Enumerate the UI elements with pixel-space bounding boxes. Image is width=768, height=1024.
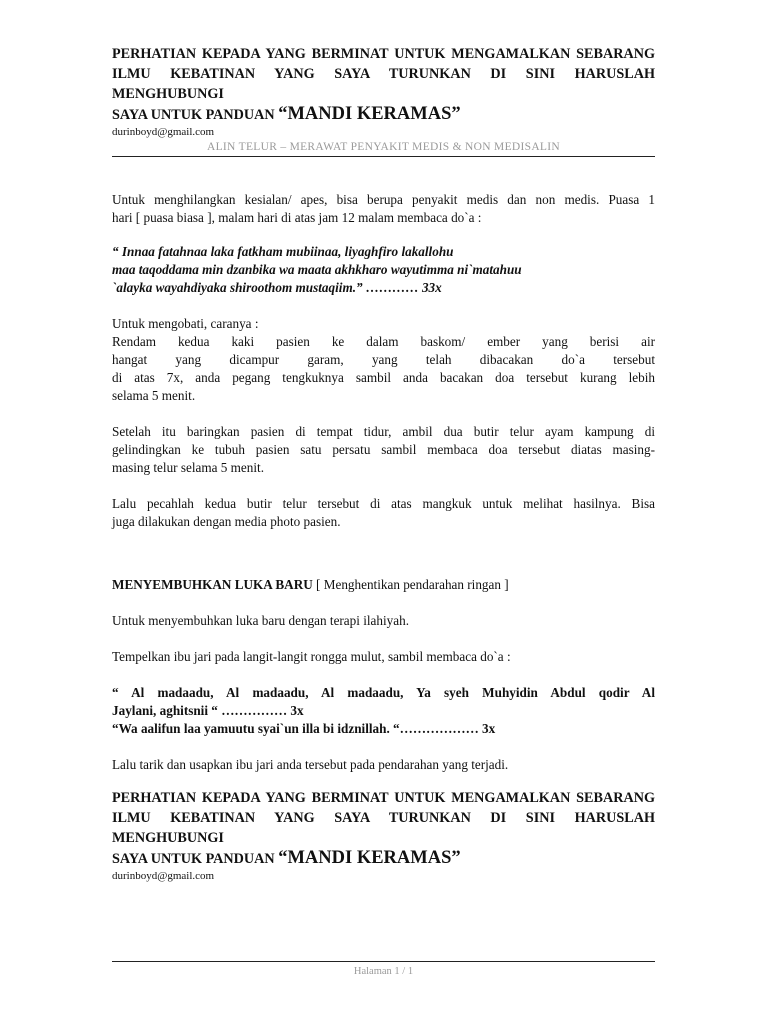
intro-line-1: Untuk menghilangkan kesialan/ apes, bisa berupa penyakit medis dan non medis. Puasa 1 [112, 192, 655, 207]
notice-bottom-email: durinboyd@gmail.com [112, 870, 215, 882]
doa-2-line-3: “Wa aalifun laa yamuutu syai`un illa bi idznillah. “……………… 3x [112, 721, 496, 736]
treatment-line-3: di atas 7x, anda pegang tengkuknya sambil anda bacakan doa tersebut kurang lebih [112, 370, 655, 385]
treatment-line-1: Rendam kedua kaki pasien ke dalam baskom/ ember yang berisi air [112, 334, 655, 349]
luka-paragraph-3: Lalu tarik dan usapkan ibu jari anda tersebut pada pendarahan yang terjadi. [112, 757, 509, 772]
after-block [112, 423, 655, 477]
section-heading-bold: MENYEMBUHKAN LUKA BARU [112, 577, 313, 592]
section-luka-baru [112, 576, 655, 774]
notice-bottom-mandi-keramas: “MANDI KERAMAS” [278, 848, 461, 868]
section-heading [112, 576, 655, 594]
luka-paragraph-1: Untuk menyembuhkan luka baru dengan terapi ilahiyah. [112, 613, 409, 628]
doa-block-2 [112, 684, 655, 738]
notice-bottom [112, 788, 655, 883]
doa-block-1 [112, 243, 655, 297]
doa-2-line-1: “ Al madaadu, Al madaadu, Al madaadu, Ya syeh Muhyidin Abdul qodir Al [112, 685, 655, 700]
last-block [112, 495, 655, 531]
notice-line-2: ILMU KEBATINAN YANG SAYA TURUNKAN DI SINI HARUSLAH MENGHUBUNGI [112, 66, 655, 102]
notice-line-3-prefix: SAYA UNTUK PANDUAN [112, 107, 279, 123]
doa-1-count: ………… 33x [362, 280, 442, 295]
notice-line-3 [112, 104, 655, 125]
last-line-2: juga dilakukan dengan media photo pasien. [112, 514, 341, 529]
treatment-heading: Untuk mengobati, caranya : [112, 316, 259, 331]
last-line-1: Lalu pecahlah kedua butir telur tersebut di atas mangkuk untuk melihat hasilnya. Bisa [112, 496, 655, 511]
notice-bottom-line-2: ILMU KEBATINAN YANG SAYA TURUNKAN DI SINI HARUSLAH MENGHUBUNGI [112, 810, 655, 846]
notice-bottom-line-1: PERHATIAN KEPADA YANG BERMINAT UNTUK MENGAMALKAN SEBARANG [112, 790, 655, 806]
doa-1-line-1: “ Innaa fatahnaa laka fatkham mubiinaa, liyaghfiro lakallohu [112, 244, 454, 259]
after-line-1: Setelah itu baringkan pasien di tempat tidur, ambil dua butir telur ayam kampung di [112, 424, 655, 439]
document-page [112, 44, 655, 883]
doa-1-line-2: maa taqoddama min dzanbika wa maata akhkharo wayutimma ni`matahuu [112, 262, 522, 277]
page-number: Halaman 1 / 1 [353, 966, 414, 977]
header-divider [112, 156, 655, 157]
doa-1-line-3 [112, 279, 655, 297]
section-alin-telur [112, 191, 655, 531]
notice-email: durinboyd@gmail.com [112, 126, 215, 138]
notice-top [112, 44, 655, 139]
notice-line-1: PERHATIAN KEPADA YANG BERMINAT UNTUK MENGAMALKAN SEBARANG [112, 46, 655, 62]
notice-bottom-line-3-prefix: SAYA UNTUK PANDUAN [112, 851, 279, 867]
luka-paragraph-2: Tempelkan ibu jari pada langit-langit rongga mulut, sambil membaca do`a : [112, 649, 511, 664]
page-header-title: ALIN TELUR – MERAWAT PENYAKIT MEDIS & NON MEDISALIN [207, 141, 560, 153]
treatment-line-2: hangat yang dicampur garam, yang telah dibacakan do`a tersebut [112, 352, 655, 367]
intro-line-2: hari [ puasa biasa ], malam hari di atas jam 12 malam membaca do`a : [112, 210, 482, 225]
doa-1-line-3-text: `alayka wayahdiyaka shiroothom mustaqiim.” [112, 280, 363, 295]
after-line-3: masing telur selama 5 menit. [112, 460, 264, 475]
notice-mandi-keramas: “MANDI KERAMAS” [278, 104, 461, 124]
doa-2-line-2: Jaylani, aghitsnii “ …………… 3x [112, 703, 304, 718]
section-heading-rest: [ Menghentikan pendarahan ringan ] [312, 577, 509, 592]
footer-divider [112, 961, 655, 962]
after-line-2: gelindingkan ke tubuh pasien satu persatu sambil membaca doa tersebut diatas masing- [112, 442, 655, 457]
treatment-line-4: selama 5 menit. [112, 388, 196, 403]
treatment-block [112, 315, 655, 405]
notice-bottom-line-3 [112, 848, 655, 869]
